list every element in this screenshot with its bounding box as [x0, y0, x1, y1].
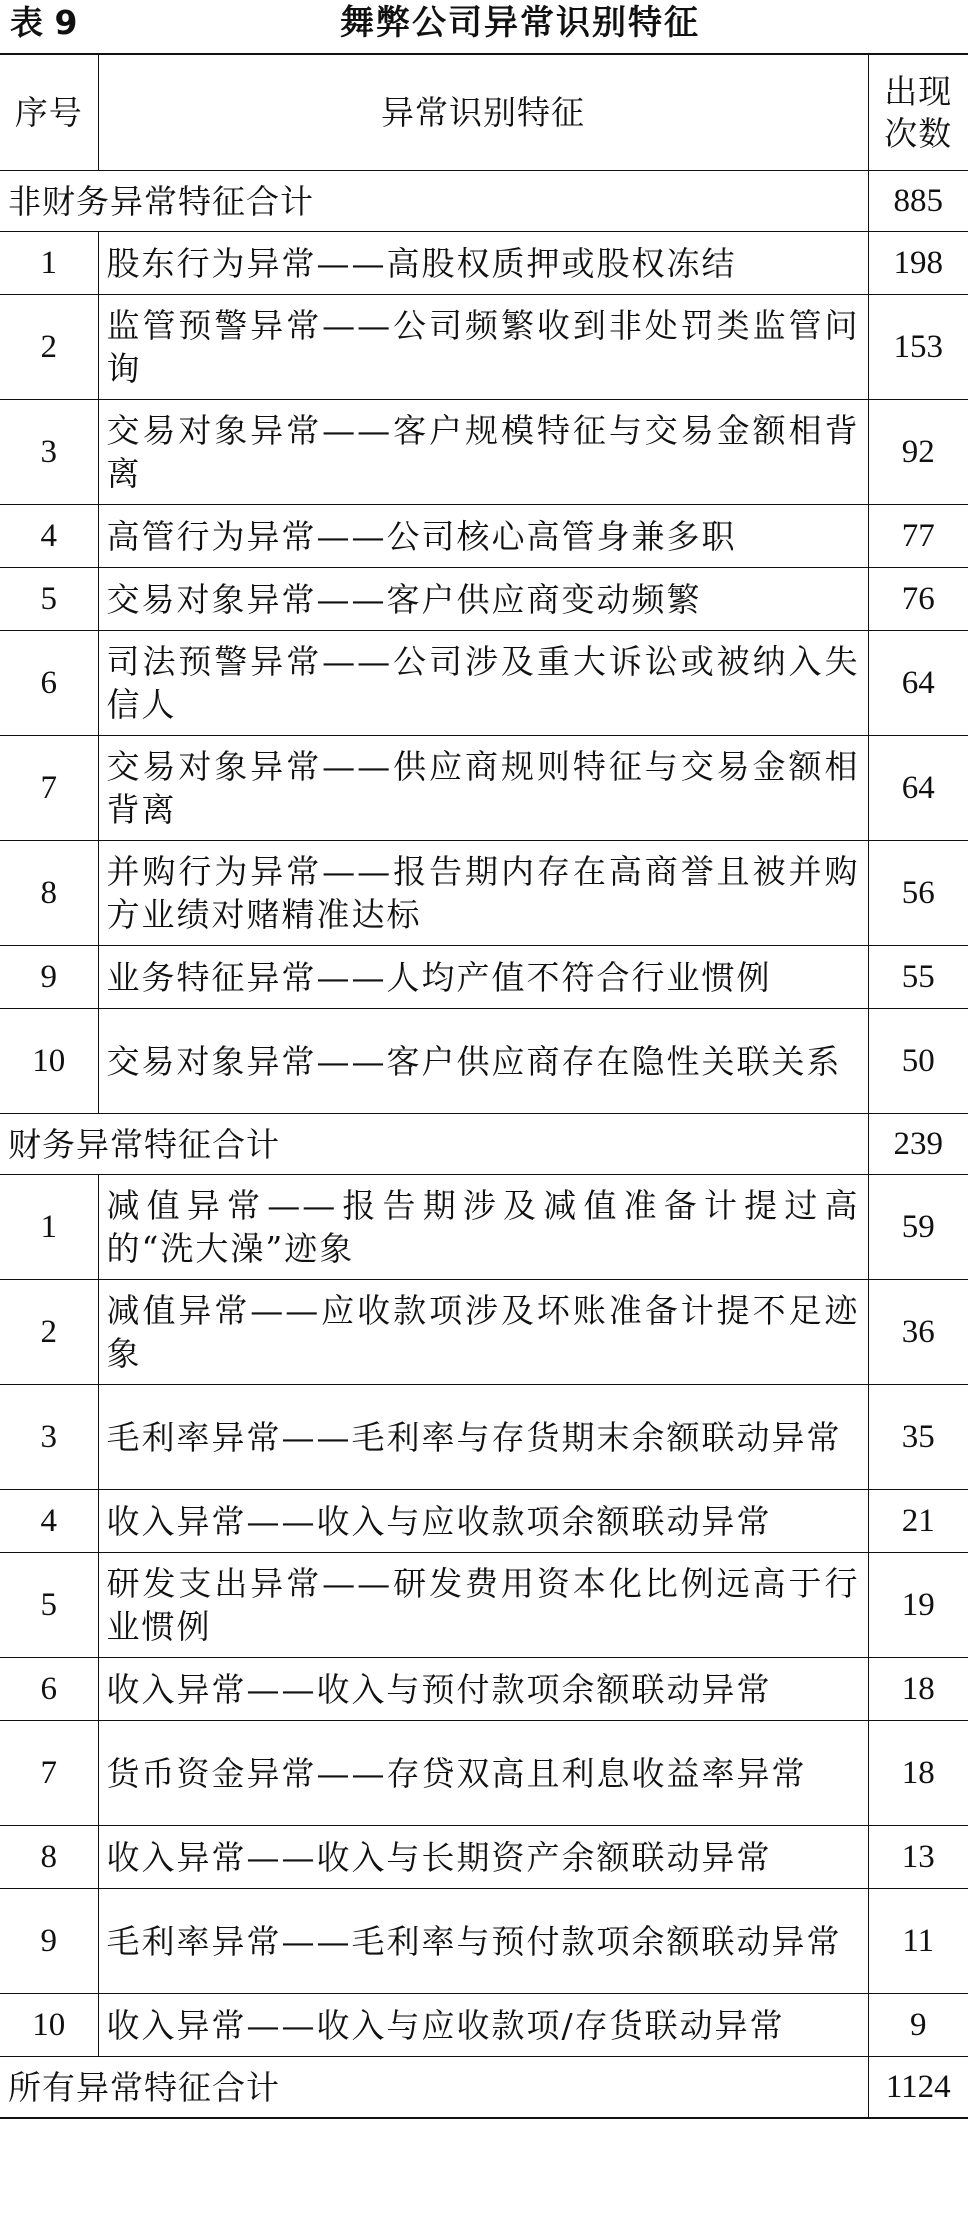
table-body	[0, 54, 968, 2118]
row-index: 10	[0, 1994, 98, 2057]
nonfinancial-label: 非财务异常特征合计	[0, 171, 868, 232]
row-index: 4	[0, 505, 98, 568]
row-count: 56	[868, 841, 968, 946]
row-index: 1	[0, 232, 98, 295]
table-row	[0, 568, 968, 631]
row-index: 8	[0, 841, 98, 946]
table-row	[0, 1175, 968, 1280]
row-feature: 货币资金异常——存贷双高且利息收益率异常	[98, 1721, 868, 1826]
table-row	[0, 1490, 968, 1553]
row-count: 35	[868, 1385, 968, 1490]
row-index: 2	[0, 295, 98, 400]
table-row	[0, 946, 968, 1009]
row-index: 10	[0, 1009, 98, 1114]
row-feature: 收入异常——收入与应收款项余额联动异常	[98, 1490, 868, 1553]
financial-total: 239	[868, 1114, 968, 1175]
row-count: 9	[868, 1994, 968, 2057]
row-feature: 司法预警异常——公司涉及重大诉讼或被纳入失信人	[98, 631, 868, 736]
row-count: 76	[868, 568, 968, 631]
row-count: 64	[868, 631, 968, 736]
row-feature: 收入异常——收入与预付款项余额联动异常	[98, 1658, 868, 1721]
row-feature: 高管行为异常——公司核心高管身兼多职	[98, 505, 868, 568]
row-count: 153	[868, 295, 968, 400]
row-feature: 毛利率异常——毛利率与存货期末余额联动异常	[98, 1385, 868, 1490]
row-index: 4	[0, 1490, 98, 1553]
row-feature: 交易对象异常——客户供应商变动频繁	[98, 568, 868, 631]
overall-total-row	[0, 2057, 968, 2119]
row-count: 50	[868, 1009, 968, 1114]
row-index: 3	[0, 1385, 98, 1490]
header-row	[0, 54, 968, 171]
row-feature: 业务特征异常——人均产值不符合行业惯例	[98, 946, 868, 1009]
row-index: 1	[0, 1175, 98, 1280]
row-feature: 监管预警异常——公司频繁收到非处罚类监管问询	[98, 295, 868, 400]
table-row	[0, 232, 968, 295]
row-feature: 股东行为异常——高股权质押或股权冻结	[98, 232, 868, 295]
row-index: 6	[0, 1658, 98, 1721]
table-row	[0, 505, 968, 568]
header-count	[868, 54, 968, 171]
row-index: 5	[0, 568, 98, 631]
row-index: 7	[0, 1721, 98, 1826]
header-index: 序号	[0, 54, 98, 171]
nonfinancial-subtotal-row	[0, 171, 968, 232]
table-row	[0, 1009, 968, 1114]
row-feature: 毛利率异常——毛利率与预付款项余额联动异常	[98, 1889, 868, 1994]
row-count: 92	[868, 400, 968, 505]
table-caption	[0, 0, 970, 50]
overall-label: 所有异常特征合计	[0, 2057, 868, 2119]
row-index: 6	[0, 631, 98, 736]
row-feature: 交易对象异常——供应商规则特征与交易金额相背离	[98, 736, 868, 841]
row-count: 13	[868, 1826, 968, 1889]
row-count: 11	[868, 1889, 968, 1994]
header-count-text: 出现次数	[884, 71, 953, 153]
table-row	[0, 1385, 968, 1490]
row-count: 21	[868, 1490, 968, 1553]
header-feature: 异常识别特征	[98, 54, 868, 171]
row-count: 18	[868, 1658, 968, 1721]
nonfinancial-total: 885	[868, 171, 968, 232]
row-index: 5	[0, 1553, 98, 1658]
row-count: 19	[868, 1553, 968, 1658]
table-row	[0, 1826, 968, 1889]
row-count: 59	[868, 1175, 968, 1280]
row-feature: 交易对象异常——客户供应商存在隐性关联关系	[98, 1009, 868, 1114]
table-row	[0, 1994, 968, 2057]
row-feature: 并购行为异常——报告期内存在高商誉且被并购方业绩对赌精准达标	[98, 841, 868, 946]
table-row	[0, 631, 968, 736]
table-row	[0, 400, 968, 505]
row-index: 3	[0, 400, 98, 505]
row-count: 64	[868, 736, 968, 841]
table-row	[0, 295, 968, 400]
table-row	[0, 736, 968, 841]
row-feature: 研发支出异常——研发费用资本化比例远高于行业惯例	[98, 1553, 868, 1658]
table-number: 表 9	[10, 3, 78, 42]
row-count: 77	[868, 505, 968, 568]
row-index: 7	[0, 736, 98, 841]
table-row	[0, 1721, 968, 1826]
row-feature: 收入异常——收入与长期资产余额联动异常	[98, 1826, 868, 1889]
table-row	[0, 1280, 968, 1385]
row-index: 9	[0, 1889, 98, 1994]
row-feature: 收入异常——收入与应收款项/存货联动异常	[98, 1994, 868, 2057]
row-index: 2	[0, 1280, 98, 1385]
financial-label: 财务异常特征合计	[0, 1114, 868, 1175]
table-row	[0, 1658, 968, 1721]
table-row	[0, 1889, 968, 1994]
financial-subtotal-row	[0, 1114, 968, 1175]
row-count: 198	[868, 232, 968, 295]
table-title: 舞弊公司异常识别特征	[340, 3, 700, 43]
row-index: 8	[0, 1826, 98, 1889]
row-feature: 减值异常——报告期涉及减值准备计提过高的“洗大澡”迹象	[98, 1175, 868, 1280]
overall-total: 1124	[868, 2057, 968, 2119]
anomaly-features-table	[0, 53, 968, 2119]
row-count: 36	[868, 1280, 968, 1385]
table-row	[0, 841, 968, 946]
row-count: 55	[868, 946, 968, 1009]
row-index: 9	[0, 946, 98, 1009]
table-row	[0, 1553, 968, 1658]
row-feature: 交易对象异常——客户规模特征与交易金额相背离	[98, 400, 868, 505]
row-feature: 减值异常——应收款项涉及坏账准备计提不足迹象	[98, 1280, 868, 1385]
row-count: 18	[868, 1721, 968, 1826]
